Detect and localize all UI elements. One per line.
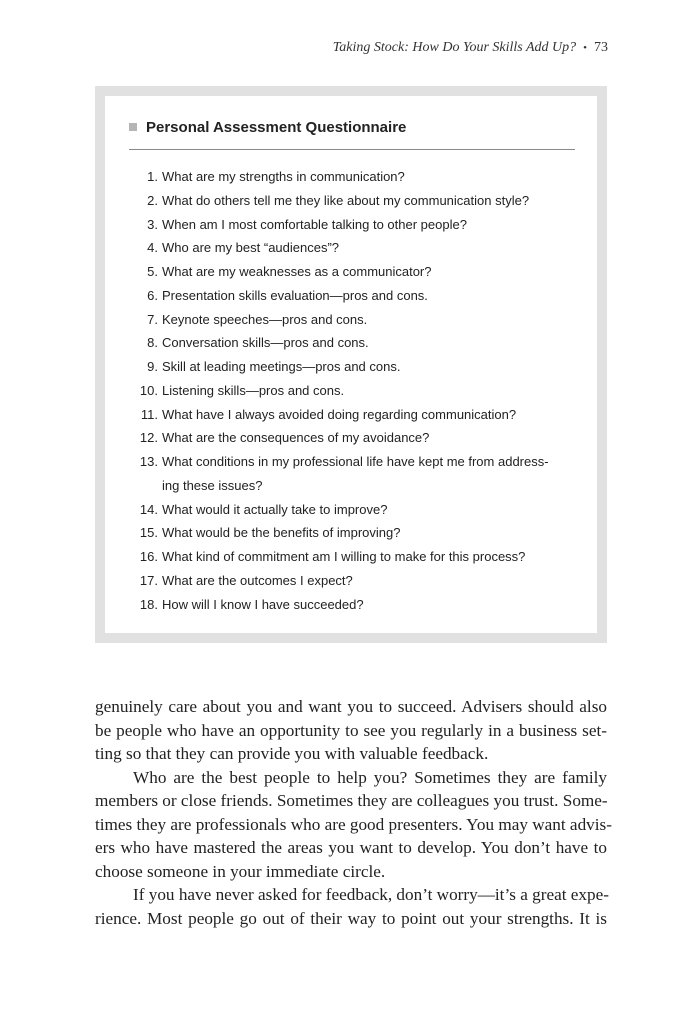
body-line: ting so that they can provide you with valuable feedback. [95,744,489,763]
page-number: 73 [594,40,608,55]
question-text: Keynote speeches—pros and cons. [162,311,368,327]
question-list [125,165,575,616]
question-item [125,260,575,284]
question-item [125,521,575,545]
square-bullet-icon [129,123,137,131]
question-text: Who are my best “audiences”? [162,240,340,256]
question-text: Skill at leading meetings—pros and cons. [162,359,401,374]
question-number: 18. [139,596,158,612]
questionnaire-box-inner [105,96,597,633]
question-text: What would it actually take to improve? [162,501,388,517]
question-number: 14. [139,501,158,517]
question-number: 16. [139,549,158,564]
question-number: 11. [140,406,158,422]
question-text: What are the outcomes I expect? [162,572,353,588]
question-text: Listening skills—pros and cons. [162,382,345,398]
body-line: genuinely care about you and want you to succeed. Advisers should also [95,697,607,716]
question-text: How will I know I have succeeded? [162,596,364,612]
question-item [125,189,575,213]
body-line: rience. Most people go out of their way to point out your strengths. It is [95,908,607,928]
question-item [125,331,575,355]
body-line: Who are the best people to help you? Sometimes they are family [133,767,607,787]
question-item [125,403,575,427]
question-text: What are my strengths in communication? [162,169,405,184]
body-line: ers who have mastered the areas you want to develop. You don’t have to [95,838,607,857]
question-text: What are the consequences of my avoidance? [162,430,430,446]
question-item [125,236,575,260]
question-text: Presentation skills evaluation—pros and cons. [162,287,428,303]
question-item [125,379,575,403]
body-line: be people who have an opportunity to see you regularly in a business set- [95,720,607,740]
body-line: choose someone in your immediate circle. [95,861,386,881]
question-number: 9. [147,359,158,374]
question-number: 2. [147,192,158,208]
question-number: 3. [147,216,158,232]
question-item [125,498,575,522]
question-item [125,450,575,498]
question-number: 13. [139,454,158,469]
question-text: What have I always avoided doing regarding communication? [162,406,517,422]
question-item [125,426,575,450]
running-head [333,40,608,56]
question-item [125,165,575,189]
body-line: times they are professionals who are good presenters. You may want advis- [95,814,612,834]
question-number: 10. [139,382,158,398]
question-text-line2: ing these issues? [162,477,263,493]
question-number: 15. [139,525,158,541]
questionnaire-box [95,86,607,643]
question-item [125,308,575,332]
question-number: 6. [147,287,158,303]
questionnaire-heading [129,119,575,150]
question-number: 1. [147,169,158,184]
question-item [125,593,575,617]
questionnaire-heading-text: Personal Assessment Questionnaire [146,119,407,136]
question-text: What are my weaknesses as a communicator? [162,264,432,279]
question-text: What would be the benefits of improving? [162,525,401,541]
body-text [95,695,612,930]
question-number: 8. [147,335,158,351]
question-text: When am I most comfortable talking to other people? [162,216,467,232]
question-text-line1: What conditions in my professional life have kept me from address- [162,454,549,469]
running-head-separator: • [583,42,587,54]
question-item [125,569,575,593]
question-item [125,213,575,237]
question-number: 17. [139,572,158,588]
question-text: What do others tell me they like about my communication style? [162,192,530,208]
question-number: 7. [147,311,158,327]
question-item [125,284,575,308]
question-text: What kind of commitment am I willing to make for this process? [162,549,526,564]
question-number: 4. [147,240,158,256]
question-number: 5. [147,264,158,279]
question-item [125,545,575,569]
body-line: If you have never asked for feedback, don’t worry—it’s a great expe- [133,885,609,904]
question-number: 12. [139,430,158,446]
running-head-title: Taking Stock: How Do Your Skills Add Up? [332,40,577,55]
question-item [125,355,575,379]
body-line: members or close friends. Sometimes they are colleagues you trust. Some- [95,791,608,810]
question-text: Conversation skills—pros and cons. [162,335,369,351]
